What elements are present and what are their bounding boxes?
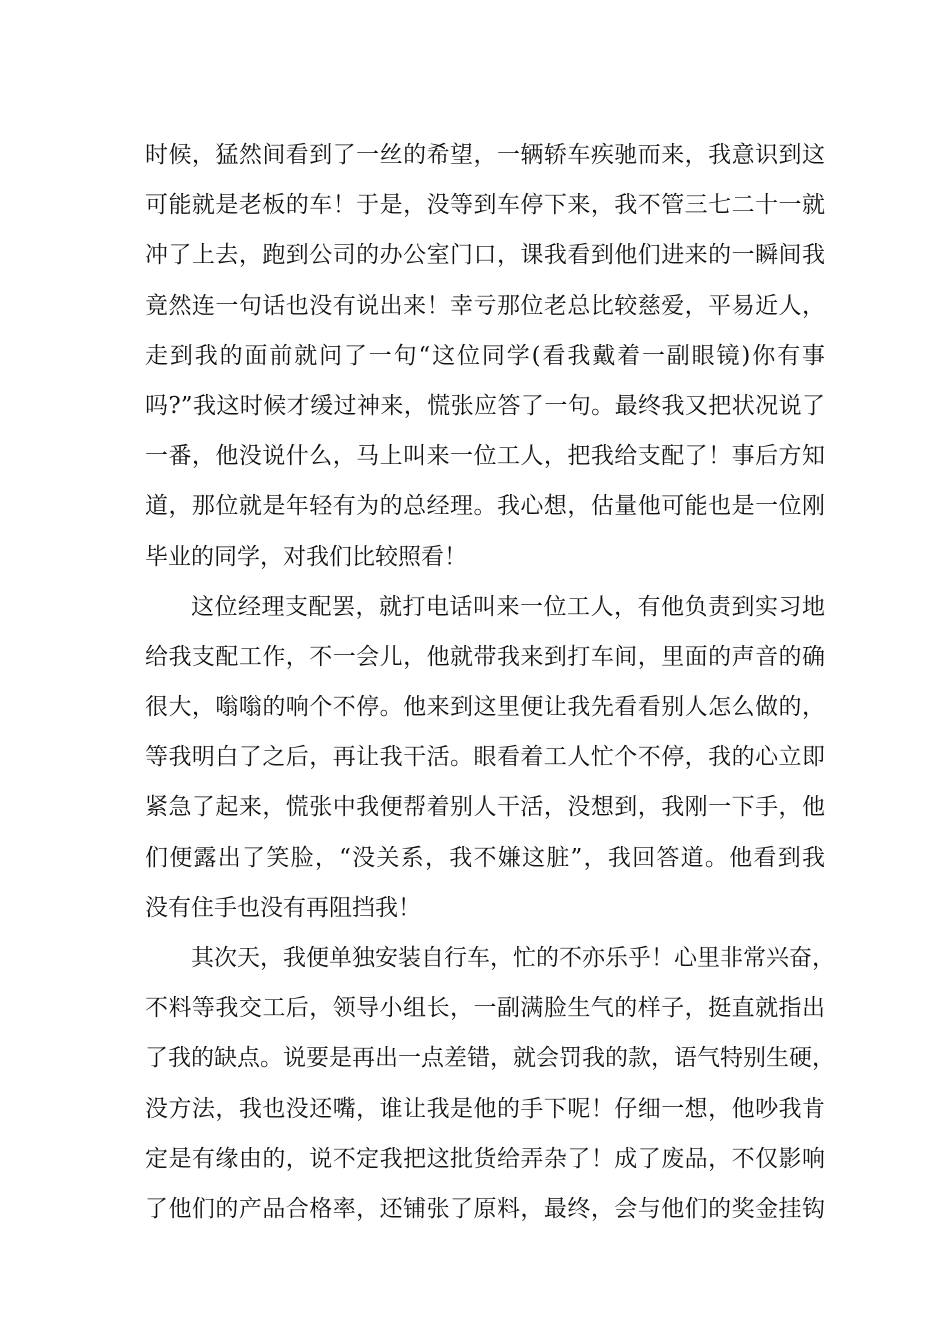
text-line: 其次天，我便单独安装自行车，忙的不亦乐乎！心里非常兴奋， bbox=[191, 945, 835, 971]
text-line: 们便露出了笑脸，“没关系，我不嫌这脏”，我回答道。他看到我 bbox=[145, 844, 825, 871]
text-line: 等我明白了之后，再让我干活。眼看着工人忙个不停，我的心立即 bbox=[145, 744, 825, 771]
text-line: 吗?”我这时候才缓过神来，慌张应答了一句。最终我又把状况说了 bbox=[145, 392, 825, 419]
text-line: 定是有缘由的，说不定我把这批货给弄杂了！成了废品，不仅影响 bbox=[145, 1145, 825, 1172]
text-line: 给我支配工作，不一会儿，他就带我来到打车间，里面的声音的确 bbox=[145, 643, 825, 670]
text-line: 一番，他没说什么，马上叫来一位工人，把我给支配了！事后方知 bbox=[145, 443, 825, 470]
text-line: 没有住手也没有再阻挡我！ bbox=[145, 894, 421, 921]
text-line: 紧急了起来，慌张中我便帮着别人干活，没想到，我刚一下手，他 bbox=[145, 794, 825, 821]
text-line: 可能就是老板的车！于是，没等到车停下来，我不管三七二十一就 bbox=[145, 192, 825, 219]
text-line: 走到我的面前就问了一句“这位同学(看我戴着一副眼镜)你有事 bbox=[145, 342, 825, 369]
text-line: 没方法，我也没还嘴，谁让我是他的手下呢！仔细一想，他吵我肯 bbox=[145, 1095, 825, 1122]
body-text bbox=[145, 130, 835, 1234]
text-line: 竟然连一句话也没有说出来！幸亏那位老总比较慈爱，平易近人， bbox=[145, 292, 825, 319]
text-line: 不料等我交工后，领导小组长，一副满脸生气的样子，挺直就指出 bbox=[145, 995, 825, 1022]
text-line: 冲了上去，跑到公司的办公室门口，课我看到他们进来的一瞬间我 bbox=[145, 242, 825, 269]
text-line: 毕业的同学，对我们比较照看！ bbox=[145, 543, 467, 570]
text-line: 了他们的产品合格率，还铺张了原料，最终，会与他们的奖金挂钩 bbox=[145, 1195, 825, 1222]
text-line: 道，那位就是年轻有为的总经理。我心想，估量他可能也是一位刚 bbox=[145, 493, 825, 520]
text-line: 这位经理支配罢，就打电话叫来一位工人，有他负责到实习地 bbox=[191, 593, 825, 620]
text-line: 时候，猛然间看到了一丝的希望，一辆轿车疾驰而来，我意识到这 bbox=[145, 142, 825, 168]
text-line: 很大，嗡嗡的响个不停。他来到这里便让我先看看别人怎么做的， bbox=[145, 694, 825, 721]
text-line: 了我的缺点。说要是再出一点差错，就会罚我的款，语气特别生硬， bbox=[145, 1045, 835, 1072]
